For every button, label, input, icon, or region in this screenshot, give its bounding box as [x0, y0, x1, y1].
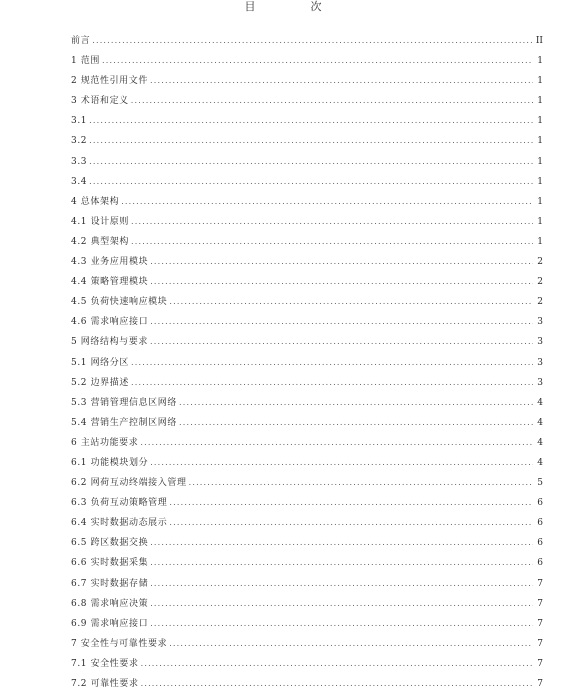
- dot-leader: [169, 295, 533, 309]
- dot-leader: [140, 436, 533, 450]
- toc-entry[interactable]: [71, 315, 543, 335]
- toc-entry-label: 1 范围: [71, 56, 100, 67]
- toc-entry-page-number: 7: [537, 679, 543, 689]
- toc-entry[interactable]: [71, 155, 543, 175]
- toc-entry-label: 6.7 实时数据存储: [71, 578, 149, 589]
- dot-leader: [150, 335, 533, 349]
- toc-entry-page-number: 6: [537, 518, 543, 529]
- toc-entry[interactable]: [71, 416, 543, 436]
- toc-entry-page-number: 3: [537, 317, 543, 328]
- toc-entry[interactable]: [71, 215, 543, 235]
- toc-title: 目 次: [244, 0, 344, 13]
- toc-entry-label: 4.1 设计原则: [71, 216, 129, 227]
- dot-leader: [150, 617, 533, 631]
- dot-leader: [102, 54, 533, 68]
- toc-entry[interactable]: [71, 74, 543, 94]
- toc-entry[interactable]: [71, 175, 543, 195]
- dot-leader: [89, 155, 533, 169]
- dot-leader: [121, 195, 533, 209]
- toc-entry[interactable]: [71, 275, 543, 295]
- toc-entry-page-number: 7: [537, 638, 543, 649]
- toc-entry[interactable]: [71, 295, 543, 315]
- toc-entry[interactable]: [71, 577, 543, 597]
- toc-entry-page-number: 1: [537, 56, 543, 67]
- toc-entry-label: 6.1 功能模块划分: [71, 457, 149, 468]
- dot-leader: [169, 516, 533, 530]
- toc-entry[interactable]: [71, 114, 543, 134]
- toc-entry-label: 6.6 实时数据采集: [71, 558, 149, 569]
- dot-leader: [150, 556, 533, 570]
- toc-entry-page-number: 1: [537, 176, 543, 187]
- toc-entry-label: 4.6 需求响应接口: [71, 317, 149, 328]
- toc-entry-page-number: 3: [537, 377, 543, 388]
- toc-entry-label: 4.3 业务应用模块: [71, 257, 149, 268]
- toc-entry-label: 2 规范性引用文件: [71, 76, 148, 87]
- toc-entry-page-number: 7: [537, 618, 543, 629]
- toc-entry[interactable]: [71, 536, 543, 556]
- toc-entry[interactable]: [71, 657, 543, 677]
- toc-entry-label: 6.4 实时数据动态展示: [71, 518, 168, 529]
- toc-entry[interactable]: [71, 376, 543, 396]
- toc-entry[interactable]: [71, 637, 543, 657]
- toc-entry[interactable]: [71, 597, 543, 617]
- toc-entry-page-number: 4: [537, 437, 543, 448]
- toc-entry-page-number: 1: [537, 156, 543, 167]
- dot-leader: [131, 356, 533, 370]
- dot-leader: [169, 637, 533, 651]
- toc-entry-page-number: 1: [537, 236, 543, 247]
- toc-entry-label: 6.8 需求响应决策: [71, 598, 149, 609]
- toc-entry-page-number: 1: [537, 216, 543, 227]
- toc-entry[interactable]: [71, 496, 543, 516]
- dot-leader: [150, 74, 533, 88]
- dot-leader: [150, 275, 533, 289]
- toc-entry-label: 7 安全性与可靠性要求: [71, 638, 168, 649]
- toc-entry-page-number: II: [535, 36, 543, 46]
- dot-leader: [150, 255, 533, 269]
- toc-entry-page-number: 7: [537, 598, 543, 609]
- toc-entry-label: 5.2 边界描述: [71, 377, 129, 388]
- toc-entry[interactable]: [71, 356, 543, 376]
- toc-entry-label: 6.2 网荷互动终端接入管理: [71, 478, 187, 489]
- toc-entry[interactable]: [71, 556, 543, 576]
- toc-entry-label: 4 总体架构: [71, 196, 120, 207]
- toc-entry[interactable]: [71, 235, 543, 255]
- toc-entry-page-number: 4: [537, 417, 543, 428]
- toc-entry-label: 5 网络结构与要求: [71, 337, 148, 348]
- toc-entry-page-number: 3: [537, 337, 543, 348]
- toc-entry[interactable]: [71, 255, 543, 275]
- dot-leader: [150, 456, 533, 470]
- toc-entry-page-number: 6: [537, 558, 543, 569]
- toc-entry[interactable]: [71, 195, 543, 215]
- toc-entry[interactable]: [71, 335, 543, 355]
- toc-entry-page-number: 1: [537, 96, 543, 107]
- toc-entry-label: 3 术语和定义: [71, 96, 129, 107]
- toc-entry-label: 4.5 负荷快速响应模块: [71, 297, 168, 308]
- toc-entry-label: 3.1: [71, 116, 88, 127]
- dot-leader: [141, 657, 533, 671]
- toc-entry-page-number: 4: [537, 457, 543, 468]
- dot-leader: [179, 416, 533, 430]
- toc-entry-label: 6 主站功能要求: [71, 437, 139, 448]
- toc-entry-page-number: 7: [537, 578, 543, 589]
- dot-leader: [179, 396, 533, 410]
- toc-entry-label: 5.1 网络分区: [71, 357, 129, 368]
- dot-leader: [89, 175, 533, 189]
- toc-entry-page-number: 7: [537, 658, 543, 669]
- toc-entry-page-number: 2: [537, 277, 543, 288]
- toc-entry[interactable]: [71, 617, 543, 637]
- toc-entry-page-number: 1: [537, 76, 543, 87]
- toc-entry-label: 3.2: [71, 136, 88, 147]
- dot-leader: [89, 114, 533, 128]
- dot-leader: [169, 496, 533, 510]
- toc-entry-page-number: 5: [537, 478, 543, 489]
- toc-entry-page-number: 1: [537, 116, 543, 127]
- toc-entry-page-number: 1: [537, 136, 543, 147]
- toc-entry[interactable]: [71, 516, 543, 536]
- toc-entry-page-number: 6: [537, 498, 543, 509]
- dot-leader: [92, 34, 533, 48]
- toc-list: [71, 34, 543, 697]
- toc-entry-label: 3.4: [71, 176, 88, 187]
- toc-entry-label: 5.3 营销管理信息区网络: [71, 397, 177, 408]
- toc-entry[interactable]: [71, 456, 543, 476]
- toc-entry[interactable]: [71, 476, 543, 496]
- toc-entry[interactable]: [71, 54, 543, 74]
- toc-entry-label: 4.4 策略管理模块: [71, 277, 149, 288]
- toc-entry-label: 5.4 营销生产控制区网络: [71, 417, 177, 428]
- toc-entry-page-number: 3: [537, 357, 543, 368]
- toc-entry-label: 6.9 需求响应接口: [71, 618, 149, 629]
- toc-entry-page-number: 6: [537, 538, 543, 549]
- toc-entry-label: 6.3 负荷互动策略管理: [71, 498, 168, 509]
- toc-entry[interactable]: [71, 34, 543, 54]
- toc-entry-label: 6.5 跨区数据交换: [71, 538, 149, 549]
- dot-leader: [150, 597, 533, 611]
- toc-entry-page-number: 2: [537, 297, 543, 308]
- toc-entry[interactable]: [71, 94, 543, 114]
- toc-entry-label: 4.2 典型架构: [71, 236, 129, 247]
- dot-leader: [89, 134, 533, 148]
- toc-entry[interactable]: [71, 396, 543, 416]
- dot-leader: [131, 94, 533, 108]
- toc-entry-page-number: 4: [537, 397, 543, 408]
- dot-leader: [150, 577, 533, 591]
- toc-entry[interactable]: [71, 677, 543, 697]
- dot-leader: [131, 215, 533, 229]
- toc-entry-label: 3.3: [71, 156, 88, 167]
- dot-leader: [131, 376, 533, 390]
- dot-leader: [141, 677, 533, 691]
- toc-entry-page-number: 2: [537, 257, 543, 268]
- toc-entry-label: 7.2 可靠性要求: [71, 679, 139, 689]
- toc-entry-label: 7.1 安全性要求: [71, 658, 139, 669]
- dot-leader: [131, 235, 533, 249]
- dot-leader: [150, 536, 533, 550]
- dot-leader: [189, 476, 533, 490]
- toc-entry-label: 前言: [71, 36, 91, 46]
- dot-leader: [150, 315, 533, 329]
- toc-entry-page-number: 1: [537, 196, 543, 207]
- toc-entry[interactable]: [71, 134, 543, 154]
- toc-entry[interactable]: [71, 436, 543, 456]
